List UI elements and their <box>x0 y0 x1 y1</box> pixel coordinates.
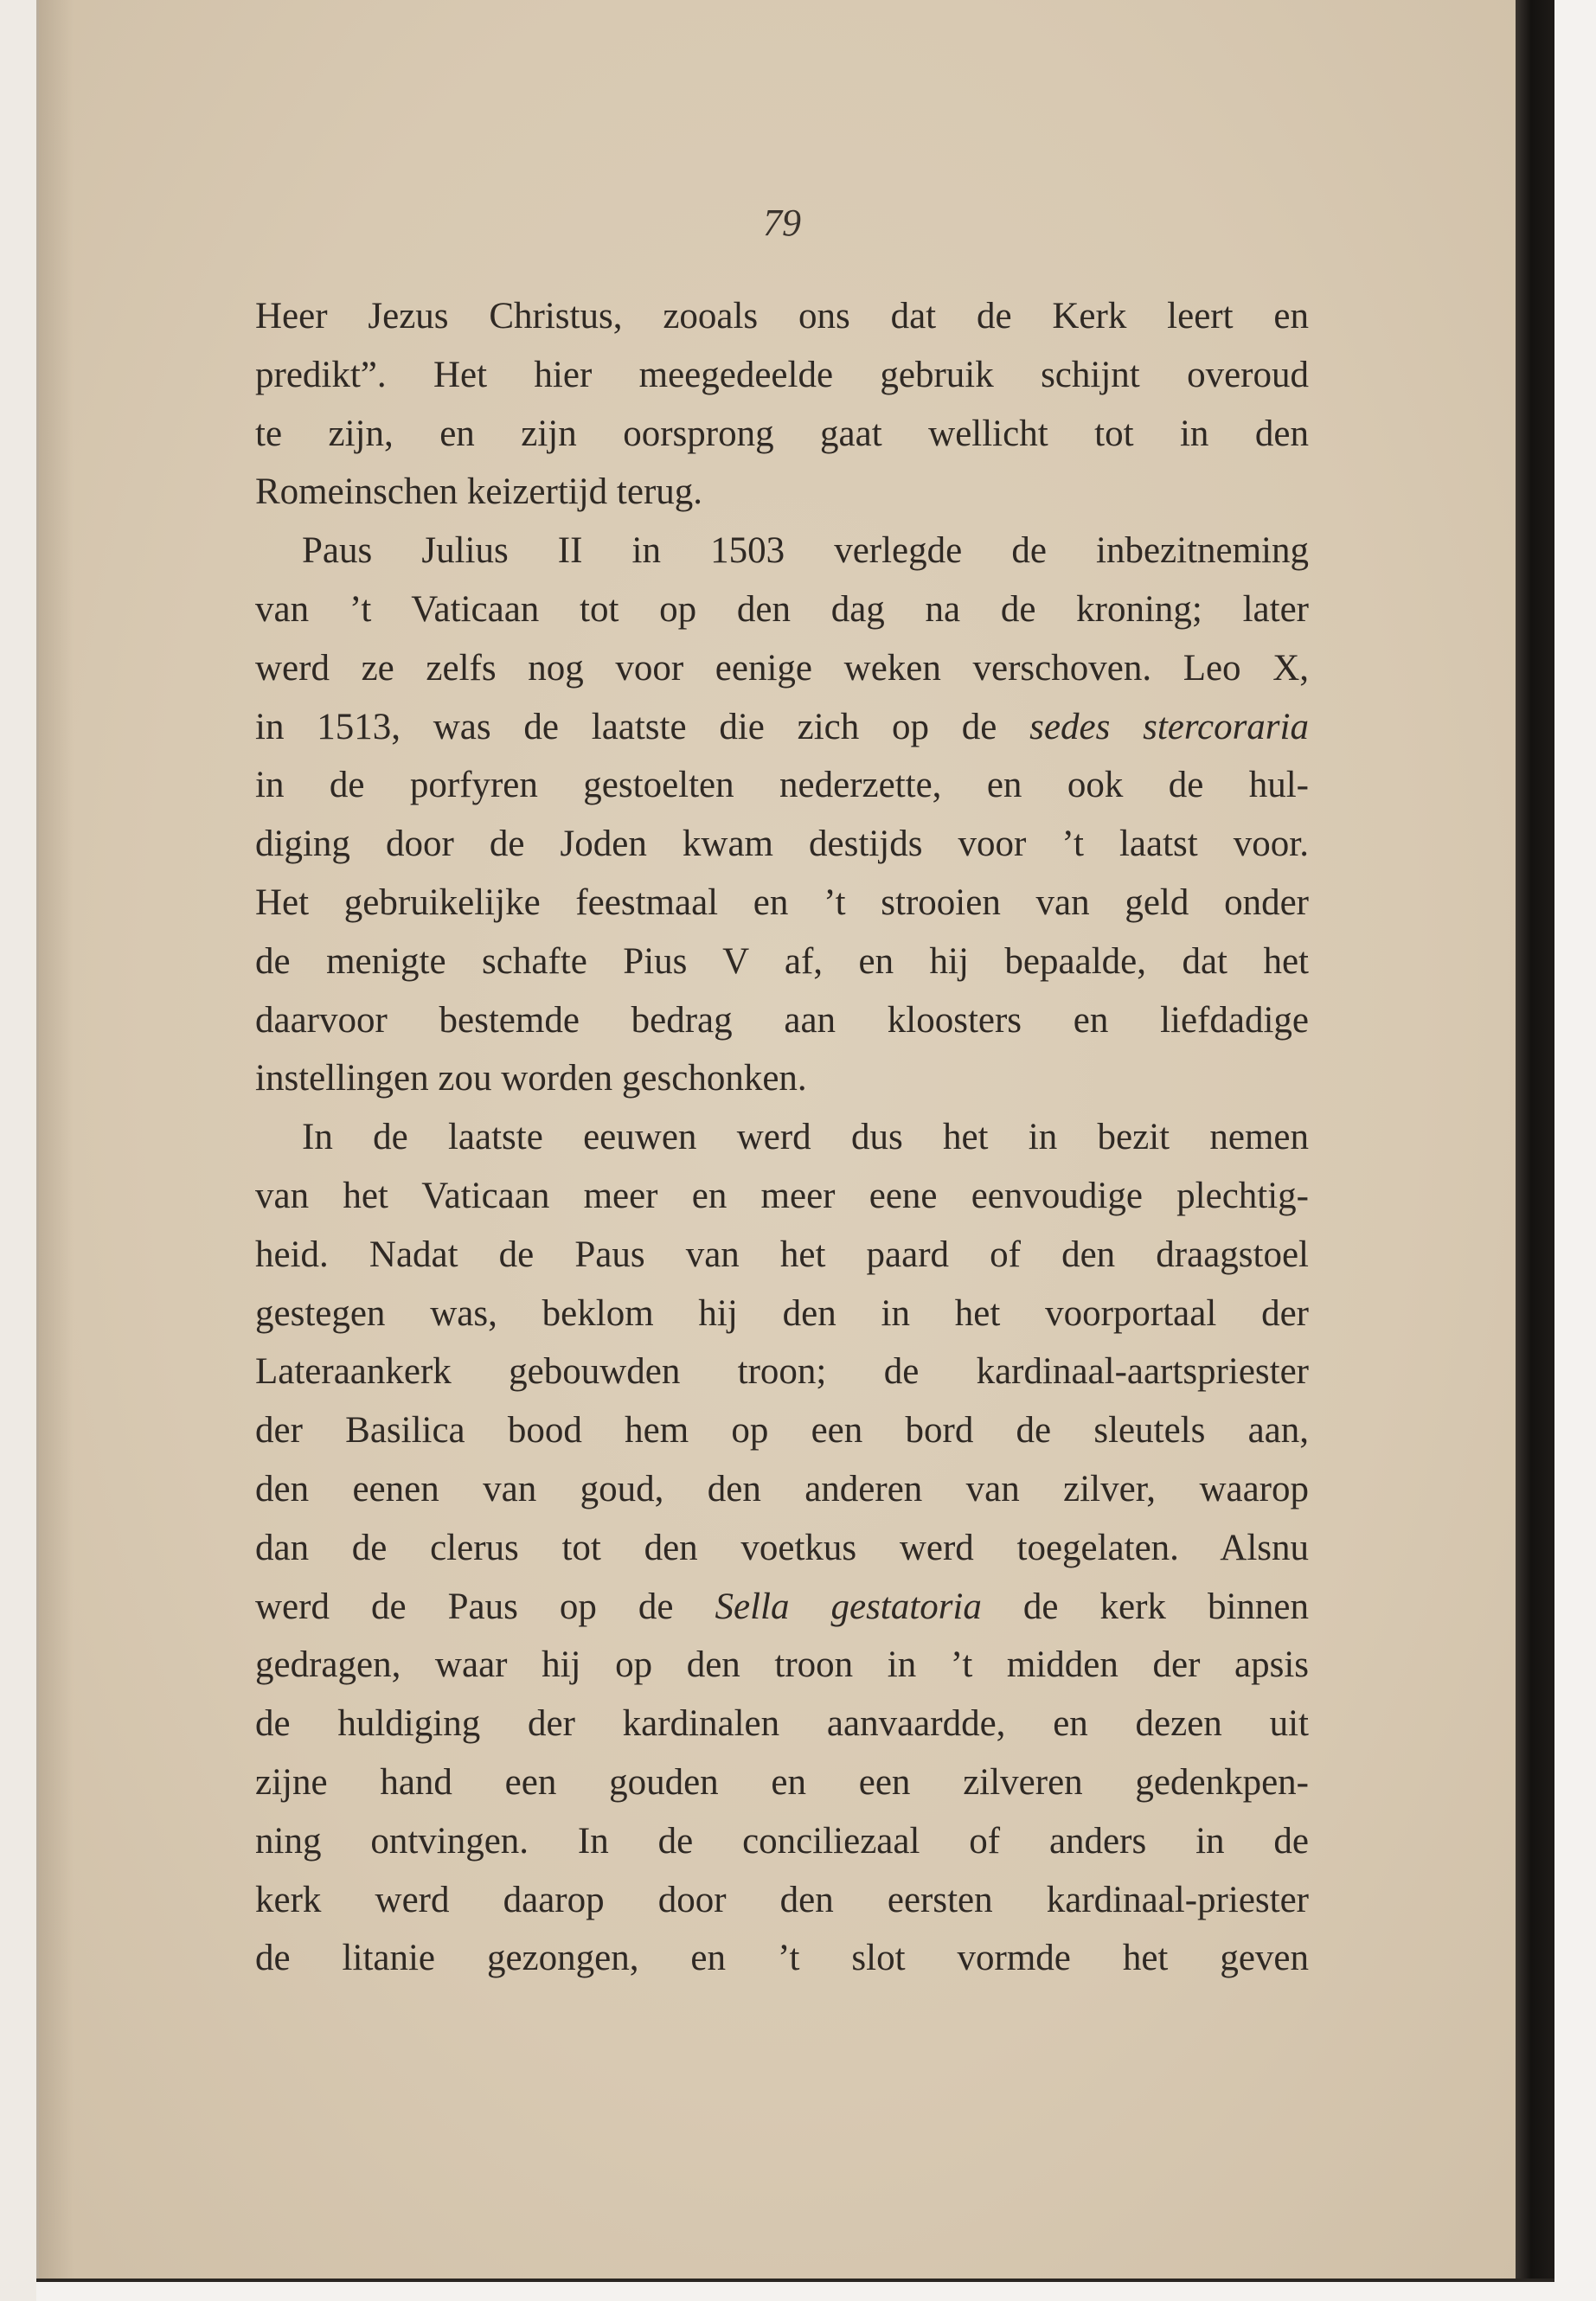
text-line-content <box>255 1405 1309 1457</box>
text-line <box>255 584 1309 636</box>
line-text: dan de clerus tot den voetkus werd toegelaten. Alsnu <box>255 1527 1309 1568</box>
text-line <box>255 291 1309 343</box>
text-line <box>255 936 1309 988</box>
text-line-content <box>255 584 1309 636</box>
italic-term: Sella gestatoria <box>715 1586 982 1627</box>
text-line-content <box>255 1698 1309 1750</box>
line-text: Paus Julius II in 1503 verlegde de inbezitneming <box>302 530 1309 572</box>
text-line <box>255 1522 1309 1574</box>
line-text: de litanie gezongen, en ’t slot vormde het geven <box>255 1938 1309 1979</box>
text-line-content <box>255 1229 1309 1281</box>
text-line <box>255 1932 1309 1984</box>
text-line <box>255 525 1309 577</box>
text-line <box>255 818 1309 870</box>
text-line-content <box>255 1112 1309 1163</box>
line-text: van het Vaticaan meer en meer eene eenvoudige plechtig- <box>255 1176 1309 1216</box>
text-line <box>255 1698 1309 1750</box>
text-line-content <box>255 1464 1309 1516</box>
text-line <box>255 1581 1309 1633</box>
text-line <box>255 760 1309 811</box>
page-number: 79 <box>763 202 801 244</box>
page-gutter-shadow <box>39 0 74 2280</box>
text-line <box>255 1639 1309 1691</box>
line-text: Heer Jezus Christus, zooals ons dat de Kerk leert en <box>255 296 1309 336</box>
text-line-content <box>255 702 1309 753</box>
line-text: van ’t Vaticaan tot op den dag na de kroning; later <box>255 589 1309 630</box>
line-text: instellingen zou worden geschonken. <box>255 1058 807 1099</box>
text-line-content <box>255 525 1309 577</box>
text-line-content <box>255 1932 1309 1984</box>
text-line <box>255 643 1309 695</box>
text-line <box>255 349 1309 401</box>
text-line-content <box>255 1288 1309 1340</box>
line-text: In de laatste eeuwen werd dus het in bezit nemen <box>302 1117 1309 1158</box>
line-text: daarvoor bestemde bedrag aan kloosters en liefdadige <box>255 999 1309 1041</box>
page-bottom-edge <box>36 2279 1554 2282</box>
text-line <box>255 1112 1309 1163</box>
text-line-content <box>255 760 1309 811</box>
scan-margin <box>0 0 36 2301</box>
line-text: de menigte schafte Pius V af, en hij bepaalde, dat het <box>255 940 1309 982</box>
text-line-content <box>255 995 1309 1047</box>
text-line-content <box>255 936 1309 988</box>
line-text: werd de Paus op de <box>255 1586 715 1627</box>
line-text: de huldiging der kardinalen aanvaardde, en dezen uit <box>255 1703 1309 1745</box>
text-line <box>255 1288 1309 1340</box>
text-line <box>255 1170 1309 1222</box>
text-line-content <box>255 1581 1309 1633</box>
text-line <box>255 1816 1309 1868</box>
italic-term: sedes stercoraria <box>1029 706 1309 747</box>
line-text: diging door de Joden kwam destijds voor ’t laatst voor. <box>255 824 1309 865</box>
text-line-content <box>255 1522 1309 1574</box>
line-text: gedragen, waar hij op den troon in ’t midden der apsis <box>255 1644 1309 1686</box>
text-line-content <box>255 408 1309 460</box>
text-line-content <box>255 291 1309 343</box>
book-spine-edge <box>1516 0 1554 2280</box>
text-line-content <box>255 1757 1309 1809</box>
text-line-content <box>255 1170 1309 1222</box>
text-line-content <box>255 818 1309 870</box>
line-text-after: de kerk binnen <box>981 1586 1309 1627</box>
line-text: kerk werd daarop door den eersten kardinaal-priester <box>255 1879 1309 1920</box>
text-line <box>255 1053 1309 1105</box>
text-line <box>255 408 1309 460</box>
text-line <box>255 995 1309 1047</box>
text-line <box>255 1229 1309 1281</box>
text-line <box>255 1757 1309 1809</box>
text-line <box>255 1875 1309 1926</box>
line-text: gestegen was, beklom hij den in het voorportaal der <box>255 1292 1309 1334</box>
text-line-content <box>255 1053 1309 1105</box>
line-text: Lateraankerk gebouwden troon; de kardinaal-aartspriester <box>255 1351 1309 1393</box>
line-text: der Basilica bood hem op een bord de sleutels aan, <box>255 1410 1309 1452</box>
text-line-content <box>255 1816 1309 1868</box>
line-text: den eenen van goud, den anderen van zilver, waarop <box>255 1469 1309 1509</box>
line-text: in 1513, was de laatste die zich op de <box>255 706 1030 747</box>
text-line-content <box>255 1639 1309 1691</box>
text-line <box>255 1405 1309 1457</box>
text-line-content <box>255 1346 1309 1398</box>
text-line <box>255 1464 1309 1516</box>
text-line-content <box>255 643 1309 695</box>
line-text: Het gebruikelijke feestmaal en ’t strooien van geld onder <box>255 882 1309 923</box>
text-line <box>255 1346 1309 1398</box>
book-page <box>36 0 1525 2280</box>
text-line-content <box>255 466 1309 518</box>
text-line <box>255 877 1309 929</box>
text-line-content <box>255 1875 1309 1926</box>
text-line <box>255 702 1309 753</box>
text-line <box>255 466 1309 518</box>
line-text: werd ze zelfs nog voor eenige weken verschoven. Leo X, <box>255 647 1309 689</box>
line-text: zijne hand een gouden en een zilveren gedenkpen- <box>255 1762 1309 1803</box>
text-line-content <box>255 349 1309 401</box>
line-text: ning ontvingen. In de conciliezaal of anders in de <box>255 1820 1309 1862</box>
line-text: predikt”. Het hier meegedeelde gebruik schijnt overoud <box>255 354 1309 395</box>
line-text: Romeinschen keizertijd terug. <box>255 471 703 513</box>
line-text: heid. Nadat de Paus van het paard of den draagstoel <box>255 1234 1309 1275</box>
text-line-content <box>255 877 1309 929</box>
line-text: te zijn, en zijn oorsprong gaat wellicht tot in den <box>255 413 1309 454</box>
line-text: in de porfyren gestoelten nederzette, en ook de hul- <box>255 765 1309 806</box>
